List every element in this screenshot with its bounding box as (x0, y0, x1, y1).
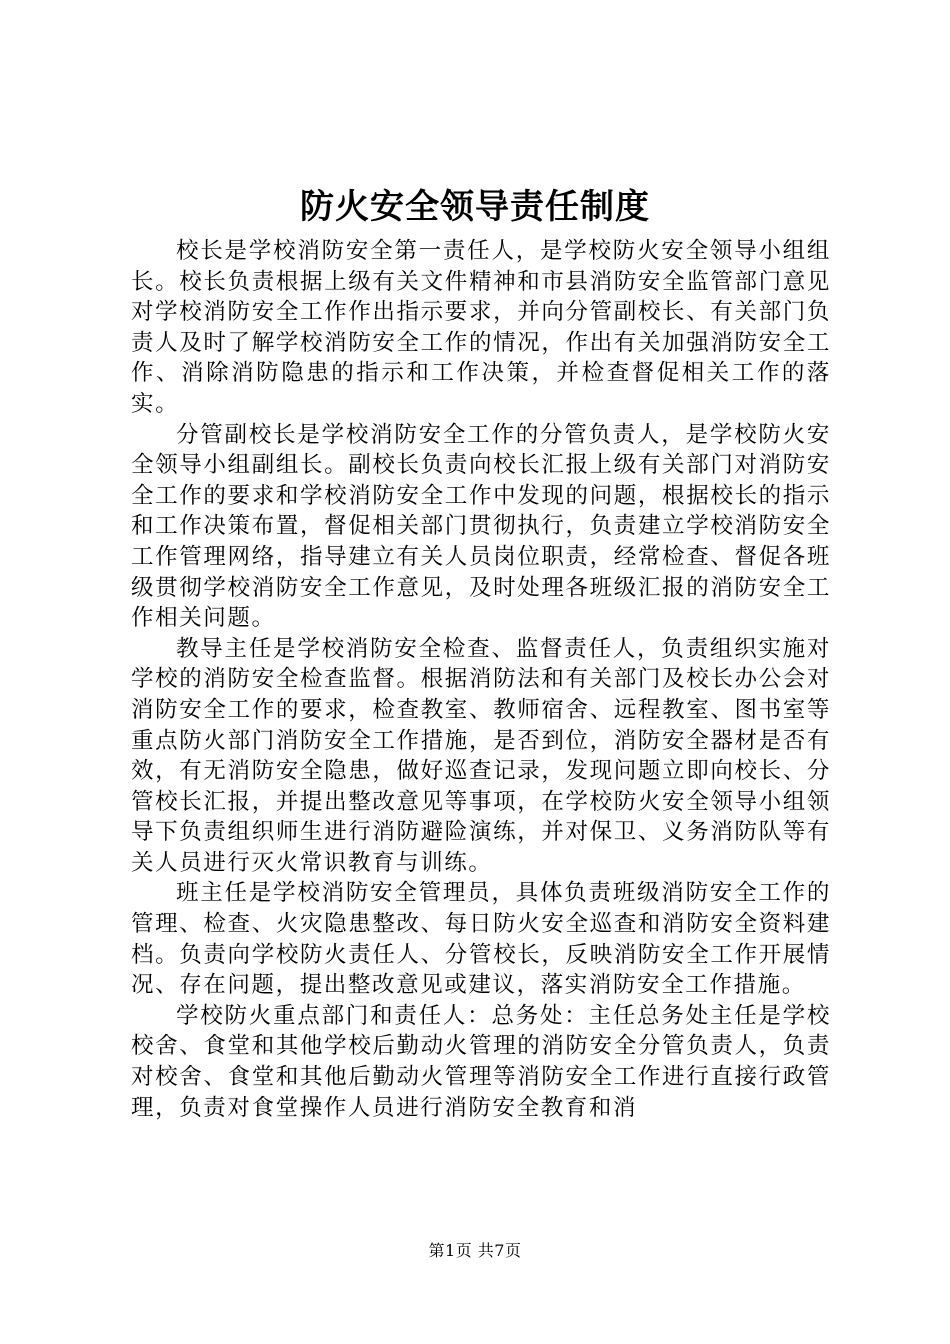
paragraph-dean: 教导主任是学校消防安全检查、监督责任人，负责组织实施对学校的消防安全检查监督。根据消防法和有关部门及校长办公会对消防安全工作的要求，检查教室、教师宿舍、远程教室、图书室等重点防火部门消防安全工作措施，是否到位，消防安全器材是否有效，有无消防安全隐患，做好巡查记录，发现问题立即向校长、分管校长汇报，并提出整改意见等事项，在学校防火安全领导小组领导下负责组织师生进行消防避险演练，并对保卫、义务消防队等有关人员进行灭火常识教育与训练。 (131, 635, 831, 876)
paragraph-principal: 校长是学校消防安全第一责任人，是学校防火安全领导小组组长。校长负责根据上级有关文件精神和市县消防安全监管部门意见对学校消防安全工作作出指示要求，并向分管副校长、有关部门负责人及时了解学校消防安全工作的情况，作出有关加强消防安全工作、消除消防隐患的指示和工作决策，并检查督促相关工作的落实。 (131, 238, 831, 417)
paragraph-head-teacher: 班主任是学校消防安全管理员，具体负责班级消防安全工作的管理、检查、火灾隐患整改、每日防火安全巡查和消防安全资料建档。负责向学校防火责任人、分管校长，反映消防安全工作开展情况、存在问题，提出整改意见或建议，落实消防安全工作措施。 (131, 880, 831, 999)
document-body (131, 236, 831, 1123)
paragraph-vice-principal: 分管副校长是学校消防安全工作的分管负责人，是学校防火安全领导小组副组长。副校长负责向校长汇报上级有关部门对消防安全工作的要求和学校消防安全工作中发现的问题，根据校长的指示和工作决策布置，督促相关部门贯彻执行，负责建立学校消防安全工作管理网络，指导建立有关人员岗位职责，经常检查、督促各班级贯彻学校消防安全工作意见，及时处理各班级汇报的消防安全工作相关问题。 (131, 421, 831, 632)
document-title: 防火安全领导责任制度 (300, 187, 650, 227)
paragraph-key-departments: 学校防火重点部门和责任人：总务处：主任总务处主任是学校校舍、食堂和其他学校后勤动火管理的消防安全分管负责人，负责对校舍、食堂和其他后勤动火管理等消防安全工作进行直接行政管理，负责对食堂操作人员进行消防安全教育和消 (131, 1002, 831, 1121)
page-number-footer: 第1页 共7页 (428, 1241, 522, 1260)
